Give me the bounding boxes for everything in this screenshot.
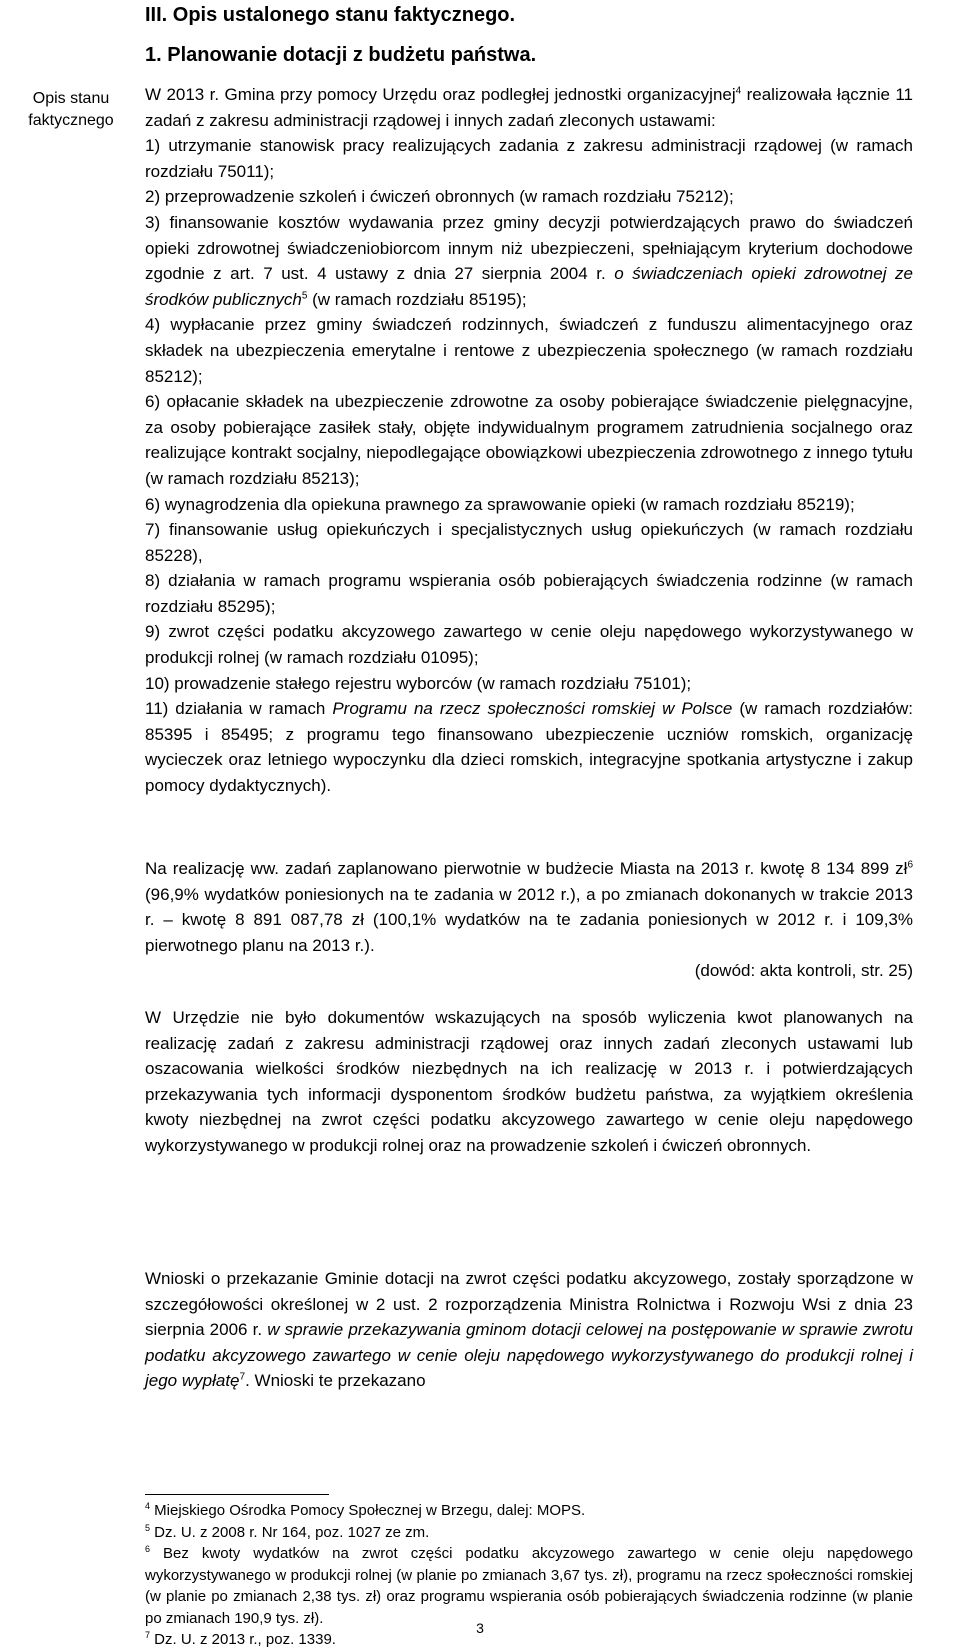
list-item-7: 7) finansowanie usług opiekuńczych i specjalistycznych usług opiekuńczych (w ramach rozdziału 85228), <box>145 520 913 565</box>
budget-paragraph: Na realizację ww. zadań zaplanowano pierwotnie w budżecie Miasta na 2013 r. kwotę 8 134 899 $zł^6$ (96,9% wydatków poniesionych na te zadania w 2012 r.), a po zmianach dokonanych w trakcie 2013 r. – kwotę 8 891 087,78 zł (100,1% wydatków na te zadania poniesionych w 2012 r. i 109,3% pierwotnego planu na 2013 r.). (dowód: akta kontroli, str. 25) <box>145 856 913 984</box>
list-item-4: 4) wypłacanie przez gminy świadczeń rodzinnych, świadczeń z funduszu alimentacyjnego oraz składek na ubezpieczenia emerytalne i rentowe z ubezpieczenia społecznego (w ramach rozdziału 85212); <box>145 315 913 386</box>
section-title: III. Opis ustalonego stanu faktycznego. <box>145 4 516 26</box>
list-item-6b: 6) wynagrodzenia dla opiekuna prawnego za sprawowanie opieki (w ramach rozdziału 85219); <box>145 494 855 514</box>
margin-note <box>6 88 136 132</box>
intro-paragraph: W 2013 r. Gmina przy pomocy Urzędu oraz podległej jednostki organizacyjnej$^4$ realizowała łącznie 11 zadań z zakresu administracji rządowej i innych zadań zleconych ustawami: <box>145 85 914 130</box>
applications-paragraph: Wnioski o przekazanie Gminie dotacji na zwrot części podatku akcyzowego, zostały sporządzone w szczegółowości określonej w 2 ust. 2 rozporządzenia Ministra Rolnictwa i Rozwoju Wsi z dnia 23 sierpnia 2006 r. w sprawie przekazywania gminom dotacji celowej na postępowanie w sprawie zwrotu podatku akcyzowego zawartego w cenie oleju napędowego wykorzystywanego do produkcji rolnej i jego wypłatę$^7$. Wnioski te przekazano <box>145 1269 914 1391</box>
list-item-6a: 6) opłacanie składek na ubezpieczenie zdrowotne za osoby pobierające świadczenie pielęgnacyjne, za osoby pobierające zasiłek stały, objęte indywidualnym programem zatrudnienia socjalnego oraz realizujące kontrakt socjalny, niepodlegające obowiązkowi ubezpieczenia zdrowotnego z innego tytułu (w ramach rozdziału 85213); <box>145 392 913 488</box>
page-number: 3 <box>476 1620 484 1636</box>
main-text <box>145 82 913 799</box>
footnote-6: $^6$ Bez kwoty wydatków na zwrot części podatku akcyzowego zawartego w cenie oleju napędowego wykorzystywanego w produkcji rolnej (w planie po zmianach 3,67 tys. zł), programu na rzecz społeczności romskiej (w planie po zmianach 2,38 tys. zł) oraz programu wspierania osób pobierających świadczenia rodzinne (w planie po zmianach 190,9 tys. zł). <box>145 1544 913 1627</box>
list-item-11: 11) działania w ramach Programu na rzecz społeczności romskiej w Polsce (w ramach rozdziałów: 85395 i 85495; z programu tego finansowano ubezpieczenie uczniów romskich, organizację wycieczek oraz letniego wypoczynku dla dzieci romskich, integracyjne spotkania artystyczne i zakup pomocy dydaktycznych). <box>145 699 914 796</box>
margin-note-line2: faktycznego <box>28 112 114 129</box>
list-item-9: 9) zwrot części podatku akcyzowego zawartego w cenie oleju napędowego wykorzystywanego w produkcji rolnej (w ramach rozdziału 01095); <box>145 622 913 668</box>
list-item-1: 1) utrzymanie stanowisk pracy realizujących zadania z zakresu administracji rządowej (w ramach rozdziału 75011); <box>145 136 913 181</box>
list-item-8: 8) działania w ramach programu wspierania osób pobierających świadczenia rodzinne (w ramach rozdziału 85295); <box>145 571 913 616</box>
findings-paragraph: W Urzędzie nie było dokumentów wskazujących na sposób wyliczenia kwot planowanych na realizację zadań z zakresu administracji rządowej oraz innych zadań zleconych ustawami lub oszacowania wielkości środków niezbędnych na ich realizację w 2013 r. i potwierdzających przekazywania tych informacji dysponentom środków budżetu państwa, za wyjątkiem określenia kwoty niezbędnej na zwrot części podatku akcyzowego zawartego w cenie oleju napędowego wykorzystywanego w produkcji rolnej oraz na prowadzenie szkoleń i ćwiczeń obronnych. <box>145 1008 913 1155</box>
footnote-ref-6: 6 <box>907 859 913 871</box>
footnote-ref-7: 7 <box>239 1371 246 1383</box>
footnote-7: $^7$ Dz. U. z 2013 r., poz. 1339. <box>145 1630 336 1648</box>
list-item-10: 10) prowadzenie stałego rejestru wyborców (w ramach rozdziału 75101); <box>145 673 692 693</box>
list-item-2: 2) przeprowadzenie szkoleń i ćwiczeń obronnych (w ramach rozdziału 75212); <box>145 187 734 207</box>
evidence-note: (dowód: akta kontroli, str. 25) <box>694 961 913 981</box>
margin-note-line1: Opis stanu <box>32 90 110 107</box>
subsection-title: 1. Planowanie dotacji z budżetu państwa. <box>145 44 537 66</box>
list-item-3: 3) finansowanie kosztów wydawania przez gminy decyzji potwierdzających prawo do świadczeń opieki zdrowotnej świadczeniobiorcom innym niż ubezpieczeni, spełniającym kryterium dochodowe zgodnie z art. 7 ust. 4 ustawy z dnia 27 sierpnia 2004 r. o świadczeniach opieki zdrowotnej ze środków publicznych$^5$ (w ramach rozdziału 85195); <box>145 212 913 309</box>
footnote-4: $^4$ Miejskiego Ośrodka Pomocy Społecznej w Brzegu, dalej: MOPS. <box>145 1501 586 1519</box>
footnote-ref-5: 5 <box>301 290 308 302</box>
footnote-separator <box>145 1494 329 1495</box>
footnote-ref-4: 4 <box>735 85 742 97</box>
footnote-5: $^5$ Dz. U. z 2008 r. Nr 164, poz. 1027 ze zm. <box>145 1522 430 1541</box>
